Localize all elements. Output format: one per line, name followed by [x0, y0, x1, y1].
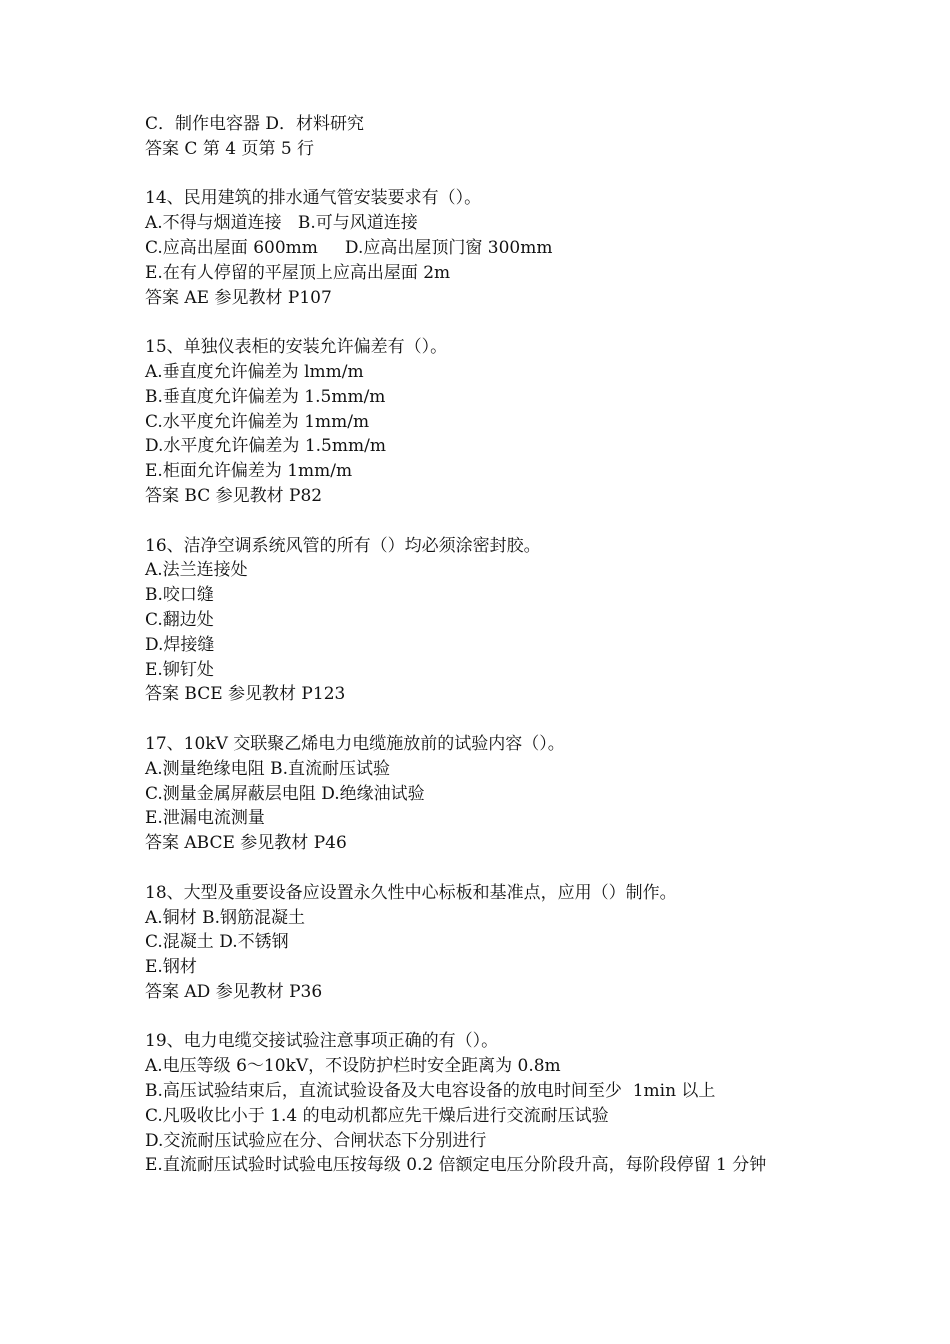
question-18: [145, 881, 825, 1005]
option-line: C.测量金属屏蔽层电阻 D.绝缘油试验: [145, 783, 425, 804]
option-line: B.咬口缝: [145, 585, 214, 606]
option-line: E.铆钉处: [145, 659, 214, 680]
answer-line: 答案 AD 参见教材 P36: [145, 981, 323, 1002]
question-15: [145, 335, 825, 509]
spacer: [145, 707, 825, 732]
option-line: A.法兰连接处: [145, 560, 248, 581]
option-line: A.电压等级 6～10kV，不设防护栏时安全距离为 0.8m: [145, 1056, 561, 1077]
spacer: [145, 509, 825, 534]
option-line: B.垂直度允许偏差为 1.5mm/m: [145, 386, 386, 407]
option-line: E.柜面允许偏差为 1mm/m: [145, 461, 353, 482]
spacer: [145, 162, 825, 187]
option-line: C.应高出屋面 600mm D.应高出屋顶门窗 300mm: [145, 237, 553, 258]
question-stem: 19、电力电缆交接试验注意事项正确的有（）。: [145, 1031, 499, 1052]
option-line: C．制作电容器 D．材料研究: [145, 114, 365, 134]
option-line: C.凡吸收比小于 1.4 的电动机都应先干燥后进行交流耐压试验: [145, 1105, 609, 1126]
spacer: [145, 310, 825, 335]
option-line: E.泄漏电流测量: [145, 808, 265, 829]
option-line: A.不得与烟道连接 B.可与风道连接: [145, 213, 418, 234]
question-16: [145, 534, 825, 708]
option-line: B.高压试验结束后，直流试验设备及大电容设备的放电时间至少 1min 以上: [145, 1081, 716, 1102]
option-line: E.在有人停留的平屋顶上应高出屋面 2m: [145, 262, 451, 283]
answer-line: 答案 BCE 参见教材 P123: [145, 684, 346, 705]
option-line: C.翻边处: [145, 609, 214, 630]
question-14: [145, 186, 825, 310]
option-line: A.测量绝缘电阻 B.直流耐压试验: [145, 758, 390, 779]
question-stem: 14、民用建筑的排水通气管安装要求有（）。: [145, 188, 482, 209]
question-stem: 15、单独仪表柜的安装允许偏差有（）。: [145, 337, 448, 358]
option-line: C.水平度允许偏差为 1mm/m: [145, 411, 370, 432]
option-line: D.水平度允许偏差为 1.5mm/m: [145, 436, 386, 457]
option-line: D.焊接缝: [145, 634, 215, 655]
option-line: A.铜材 B.钢筋混凝土: [145, 907, 305, 928]
option-line: E.直流耐压试验时试验电压按每级 0.2 倍额定电压分阶段升高，每阶段停留 1 分钟: [145, 1155, 767, 1176]
answer-line: 答案 BC 参见教材 P82: [145, 485, 323, 506]
question-stem: 17、10kV 交联聚乙烯电力电缆施放前的试验内容（）。: [145, 733, 565, 754]
spacer: [145, 1005, 825, 1030]
option-line: C.混凝土 D.不锈钢: [145, 932, 289, 953]
spacer: [145, 856, 825, 881]
question-17: [145, 732, 825, 856]
question-stem: 16、洁净空调系统风管的所有（）均必须涂密封胶。: [145, 535, 541, 556]
answer-line: 答案 AE 参见教材 P107: [145, 287, 332, 308]
answer-line: 答案 ABCE 参见教材 P46: [145, 833, 347, 854]
question-stem: 18、大型及重要设备应设置永久性中心标板和基准点，应用（）制作。: [145, 882, 677, 903]
document-page: [145, 112, 825, 1178]
answer-line: 答案 C 第 4 页第 5 行: [145, 138, 315, 159]
question-19: [145, 1029, 825, 1178]
option-line: A.垂直度允许偏差为 lmm/m: [145, 361, 364, 382]
option-line: E.钢材: [145, 957, 197, 978]
option-line: D.交流耐压试验应在分、合闸状态下分别进行: [145, 1130, 487, 1151]
